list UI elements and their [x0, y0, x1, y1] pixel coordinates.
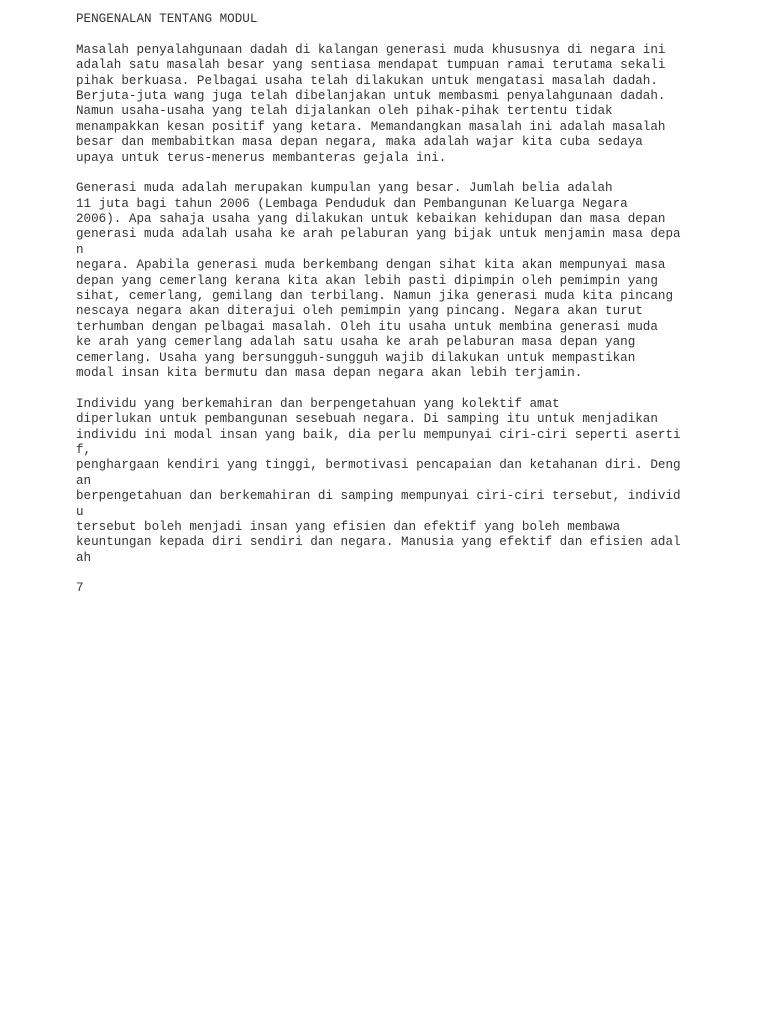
text-line: cemerlang. Usaha yang bersungguh-sungguh wajib dilakukan untuk mempastikan — [76, 350, 636, 365]
text-line: keuntungan kepada diri sendiri dan negara. Manusia yang efektif dan efisien adal — [76, 535, 681, 550]
text-line: f, — [76, 442, 92, 457]
text-line: n — [76, 242, 84, 257]
spacer — [76, 166, 756, 181]
text-line: nescaya negara akan diterajui oleh pemimpin yang pincang. Negara akan turut — [76, 304, 643, 319]
text-line: terhumban dengan pelbagai masalah. Oleh itu usaha untuk membina generasi muda — [76, 319, 658, 334]
text-line: berpengetahuan dan berkemahiran di samping mempunyai ciri-ciri tersebut, individ — [76, 489, 681, 504]
text-line: Generasi muda adalah merupakan kumpulan yang besar. Jumlah belia adalah — [76, 181, 613, 196]
spacer — [76, 381, 756, 396]
text-line: generasi muda adalah usaha ke arah pelaburan yang bijak untuk menjamin masa depa — [76, 227, 681, 242]
document-title: PENGENALAN TENTANG MODUL — [76, 12, 258, 26]
text-line: penghargaan kendiri yang tinggi, bermotivasi pencapaian dan ketahanan diri. Deng — [76, 458, 681, 473]
text-line: u — [76, 504, 84, 519]
paragraph-2 — [76, 181, 756, 381]
text-line: depan yang cemerlang kerana kita akan lebih pasti dipimpin oleh pemimpin yang — [76, 273, 658, 288]
spacer — [76, 27, 756, 42]
text-line: besar dan membabitkan masa depan negara, maka adalah wajar kita cuba sedaya — [76, 135, 643, 150]
text-line: 2006). Apa sahaja usaha yang dilakukan untuk kebaikan kehidupan dan masa depan — [76, 212, 666, 227]
text-line: an — [76, 473, 92, 488]
text-line: tersebut boleh menjadi insan yang efisien dan efektif yang boleh membawa — [76, 519, 621, 534]
text-line: modal insan kita bermutu dan masa depan negara akan lebih terjamin. — [76, 365, 583, 380]
text-line: Berjuta-juta wang juga telah dibelanjakan untuk membasmi penyalahgunaan dadah. — [76, 88, 666, 103]
paragraph-3 — [76, 397, 756, 566]
text-line: negara. Apabila generasi muda berkembang dengan sihat kita akan mempunyai masa — [76, 258, 666, 273]
text-line: menampakkan kesan positif yang ketara. Memandangkan masalah ini adalah masalah — [76, 119, 666, 134]
text-line: Masalah penyalahgunaan dadah di kalangan generasi muda khususnya di negara ini — [76, 42, 666, 57]
text-line: Namun usaha-usaha yang telah dijalankan oleh pihak-pihak tertentu tidak — [76, 104, 613, 119]
text-line: diperlukan untuk pembangunan sesebuah negara. Di samping itu untuk menjadikan — [76, 412, 658, 427]
text-line: ke arah yang cemerlang adalah satu usaha ke arah pelaburan masa depan yang — [76, 335, 636, 350]
text-line: 11 juta bagi tahun 2006 (Lembaga Penduduk dan Pembangunan Keluarga Negara — [76, 196, 628, 211]
text-line: Individu yang berkemahiran dan berpengetahuan yang kolektif amat — [76, 396, 560, 411]
text-line: individu ini modal insan yang baik, dia perlu mempunyai ciri-ciri seperti aserti — [76, 427, 681, 442]
text-line: sihat, cemerlang, gemilang dan terbilang. Namun jika generasi muda kita pincang — [76, 289, 674, 304]
text-line: adalah satu masalah besar yang sentiasa mendapat tumpuan ramai terutama sekali — [76, 58, 666, 73]
page-number: 7 — [76, 581, 84, 596]
text-line: pihak berkuasa. Pelbagai usaha telah dilakukan untuk mengatasi masalah dadah. — [76, 73, 658, 88]
text-line: ah — [76, 550, 92, 565]
paragraph-1 — [76, 43, 756, 166]
document-page — [76, 12, 756, 597]
spacer — [76, 566, 756, 581]
text-line: upaya untuk terus-menerus membanteras gejala ini. — [76, 150, 447, 165]
